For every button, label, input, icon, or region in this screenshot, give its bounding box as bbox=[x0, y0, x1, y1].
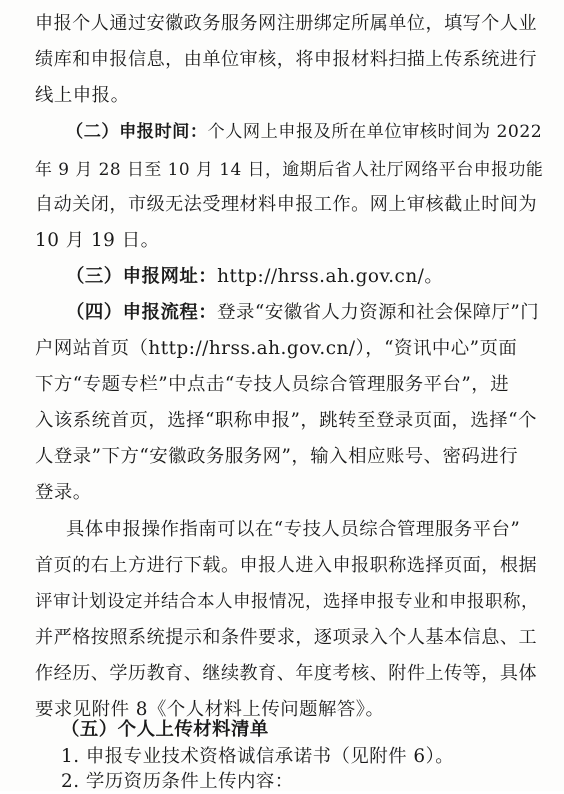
paragraph-line: 下方“专题专栏”中点击“专技人员综合管理服务平台”，进 bbox=[35, 374, 510, 395]
paragraph-text: 登录“安徽省人力资源和社会保障厅”门 bbox=[217, 302, 540, 323]
paragraph-line: 户网站首页（http://hrss.ah.gov.cn/），“资讯中心”页面 bbox=[35, 338, 518, 359]
paragraph-line: 自动关闭，市级无法受理材料申报工作。网上审核截止时间为 bbox=[35, 194, 538, 215]
paragraph-line: 年 9 月 28 日至 10 月 14 日，逾期后省人社厅网络平台申报功能 bbox=[35, 159, 544, 179]
paragraph-line: 线上申报。 bbox=[35, 85, 130, 106]
section-line bbox=[66, 301, 539, 325]
paragraph-line: 并严格按照系统提示和条件要求，逐项录入个人基本信息、工 bbox=[35, 627, 538, 648]
list-item: 1. 申报专业技术资格诚信承诺书（见附件 6）。 bbox=[61, 746, 455, 767]
paragraph-line: 入该系统首页，选择“职称申报”，跳转至登录页面，选择“个 bbox=[35, 410, 537, 431]
section-heading: （五）个人上传材料清单 bbox=[61, 719, 269, 740]
section-heading: （三）申报网址： bbox=[66, 266, 218, 287]
paragraph-line: 申报个人通过安徽政务服务网注册绑定所属单位，填写个人业 bbox=[35, 13, 538, 34]
paragraph-line: 10 月 19 日。 bbox=[35, 230, 160, 251]
paragraph-line: 登录。 bbox=[35, 482, 92, 503]
paragraph-line: 绩库和申报信息，由单位审核，将申报材料扫描上传系统进行 bbox=[35, 49, 538, 70]
section-heading: （四）申报流程： bbox=[66, 302, 218, 323]
website-url-text: http://hrss.ah.gov.cn/。 bbox=[217, 266, 444, 287]
paragraph-line: 评审计划设定并结合本人申报情况，选择申报专业和申报职称， bbox=[35, 592, 539, 612]
paragraph-line: 首页的右上方进行下载。申报人进入申报职称选择页面，根据 bbox=[35, 555, 538, 576]
paragraph-line: 要求见附件 8《个人材料上传问题解答》。 bbox=[35, 699, 385, 720]
paragraph-line: 具体申报操作指南可以在“专技人员综合管理服务平台” bbox=[66, 519, 521, 540]
paragraph-text: 个人网上申报及所在单位审核时间为 2022 bbox=[207, 122, 543, 142]
section-line bbox=[66, 120, 542, 144]
paragraph-line: 作经历、学历教育、继续教育、年度考核、附件上传等，具体 bbox=[35, 663, 538, 684]
paragraph-line: 人登录”下方“安徽政务服务网”，输入相应账号、密码进行 bbox=[35, 446, 519, 467]
list-item: 2. 学历资历条件上传内容： bbox=[61, 771, 294, 792]
section-line bbox=[66, 265, 443, 289]
section-heading: （二）申报时间： bbox=[66, 122, 208, 142]
